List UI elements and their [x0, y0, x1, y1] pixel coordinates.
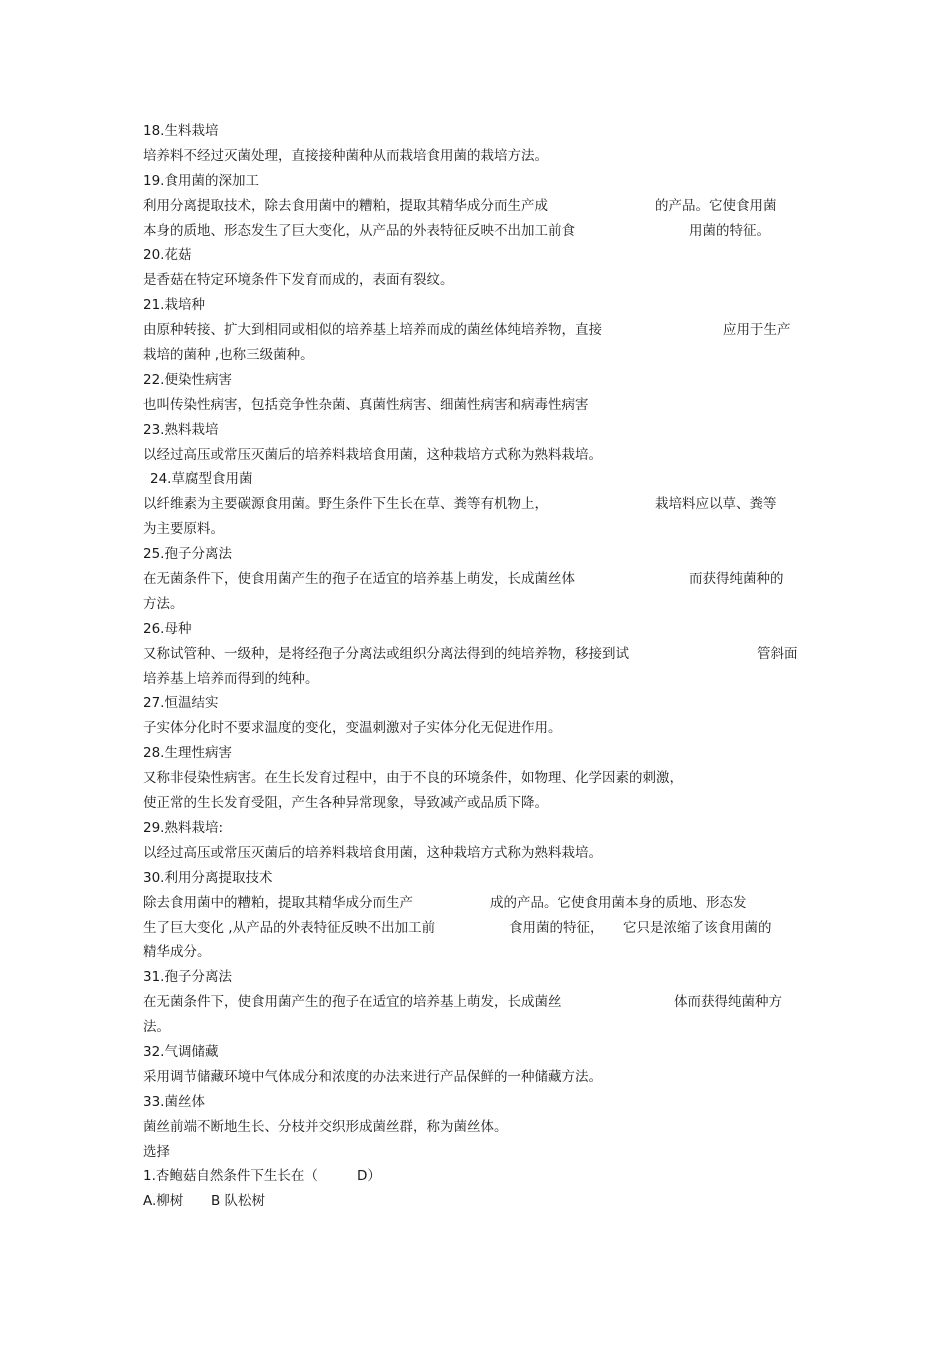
definition-line: 生了巨大变化 ,从产品的外表特征反映不出加工前 食用菌的特征， 它只是浓缩了该食用菌的 [143, 916, 813, 941]
definition-line-continued: 而获得纯菌种的 [689, 571, 784, 588]
definition-line: 在无菌条件下，使食用菌产生的孢子在适宜的培养基上萌发，长成菌丝体 而获得纯菌种的 [143, 567, 813, 592]
question-line: 1.杏鲍菇自然条件下生长在（ D） [143, 1164, 813, 1189]
question-answer: D） [357, 1168, 381, 1185]
definition-line: 由原种转接、扩大到相同或相似的培养基上培养而成的菌丝体纯培养物，直接 应用于生产 [143, 318, 813, 343]
definition-line: 为主要原料。 [143, 521, 224, 538]
definition-line: 培养料不经过灭菌处理，直接接种菌种从而栽培食用菌的栽培方法。 [143, 147, 548, 164]
term-heading: 21.栽培种 [143, 297, 205, 314]
definition-line: 除去食用菌中的糟粕，提取其精华成分而生产 成的产品。它使食用菌本身的质地、形态发 [143, 891, 813, 916]
definition-line-continued: 的产品。它使食用菌 [655, 197, 777, 214]
definition-line-continued: 它只是浓缩了该食用菌的 [623, 919, 772, 936]
definition-line-continued: 栽培料应以草、粪等 [655, 496, 777, 513]
term-heading: 33.菌丝体 [143, 1093, 205, 1110]
definition-line: 又称试管种、一级种，是将经孢子分离法或组织分离法得到的纯培养物，移接到试 管斜面 [143, 642, 813, 667]
term-heading: 28.生理性病害 [143, 745, 232, 762]
definition-line: 本身的质地、形态发生了巨大变化，从产品的外表特征反映不出加工前食 用菌的特征。 [143, 219, 813, 244]
term-heading: 27.恒温结实 [143, 695, 219, 712]
document-body [143, 119, 813, 1214]
term-heading: 23.熟料栽培 [143, 421, 219, 438]
definition-line-continued: 食用菌的特征， [509, 919, 604, 936]
definition-line-continued: 成的产品。它使食用菌本身的质地、形态发 [490, 894, 747, 911]
term-heading: 30.利用分离提取技术 [143, 869, 273, 886]
definition-line: 采用调节储藏环境中气体成分和浓度的办法来进行产品保鲜的一种储藏方法。 [143, 1068, 602, 1085]
term-heading: 22.便染性病害 [143, 371, 232, 388]
definition-line-continued: 管斜面 [757, 645, 798, 662]
definition-line: 以纤维素为主要碳源食用菌。野生条件下生长在草、粪等有机物上， 栽培料应以草、粪等 [143, 492, 813, 517]
definition-line: 也叫传染性病害，包括竞争性杂菌、真菌性病害、细菌性病害和病毒性病害 [143, 396, 589, 413]
definition-line-continued: 用菌的特征。 [689, 222, 770, 239]
definition-line: 利用分离提取技术，除去食用菌中的糟粕，提取其精华成分而生产成 的产品。它使食用菌 [143, 194, 813, 219]
definition-line: 以经过高压或常压灭菌后的培养料栽培食用菌，这种栽培方式称为熟料栽培。 [143, 446, 602, 463]
term-heading: 31.孢子分离法 [143, 969, 232, 986]
definition-line: 又称非侵染性病害。在生长发育过程中，由于不良的环境条件，如物理、化学因素的刺激， [143, 770, 683, 787]
definition-line: 精华成分。 [143, 944, 211, 961]
definition-line: 子实体分化时不要求温度的变化，变温刺激对子实体分化无促进作用。 [143, 720, 562, 737]
term-heading: 18.生料栽培 [143, 123, 219, 139]
definition-line: 菌丝前端不断地生长、分枝并交织形成菌丝群，称为菌丝体。 [143, 1118, 508, 1135]
definition-line: 使正常的生长发育受阻，产生各种异常现象，导致减产或品质下降。 [143, 795, 548, 812]
term-heading: 32.气调储藏 [143, 1043, 219, 1060]
definition-line: 以经过高压或常压灭菌后的培养料栽培食用菌，这种栽培方式称为熟料栽培。 [143, 844, 602, 861]
definition-line-continued: 应用于生产 [723, 322, 791, 339]
term-heading: 29.熟料栽培: [143, 819, 224, 836]
definition-line: 方法。 [143, 595, 184, 612]
definition-line: 法。 [143, 1019, 170, 1036]
term-heading: 19.食用菌的深加工 [143, 172, 259, 189]
definition-line: 培养基上培养而得到的纯种。 [143, 670, 319, 687]
term-heading: 24.草腐型食用菌 [150, 471, 253, 488]
definition-line: 是香菇在特定环境条件下发育而成的，表面有裂纹。 [143, 272, 454, 289]
term-heading: 25.孢子分离法 [143, 546, 232, 563]
option-line: A.柳树 B 队松树 [143, 1189, 813, 1214]
definition-line-continued: 体而获得纯菌种方 [674, 994, 782, 1011]
term-heading: 26.母种 [143, 620, 192, 637]
definition-line: 栽培的菌种 ,也称三级菌种。 [143, 347, 314, 364]
definition-line: 在无菌条件下，使食用菌产生的孢子在适宜的培养基上萌发，长成菌丝 体而获得纯菌种方 [143, 990, 813, 1015]
term-heading: 20.花菇 [143, 247, 192, 264]
section-title: 选择 [143, 1143, 170, 1160]
option-b: B 队松树 [211, 1193, 266, 1210]
